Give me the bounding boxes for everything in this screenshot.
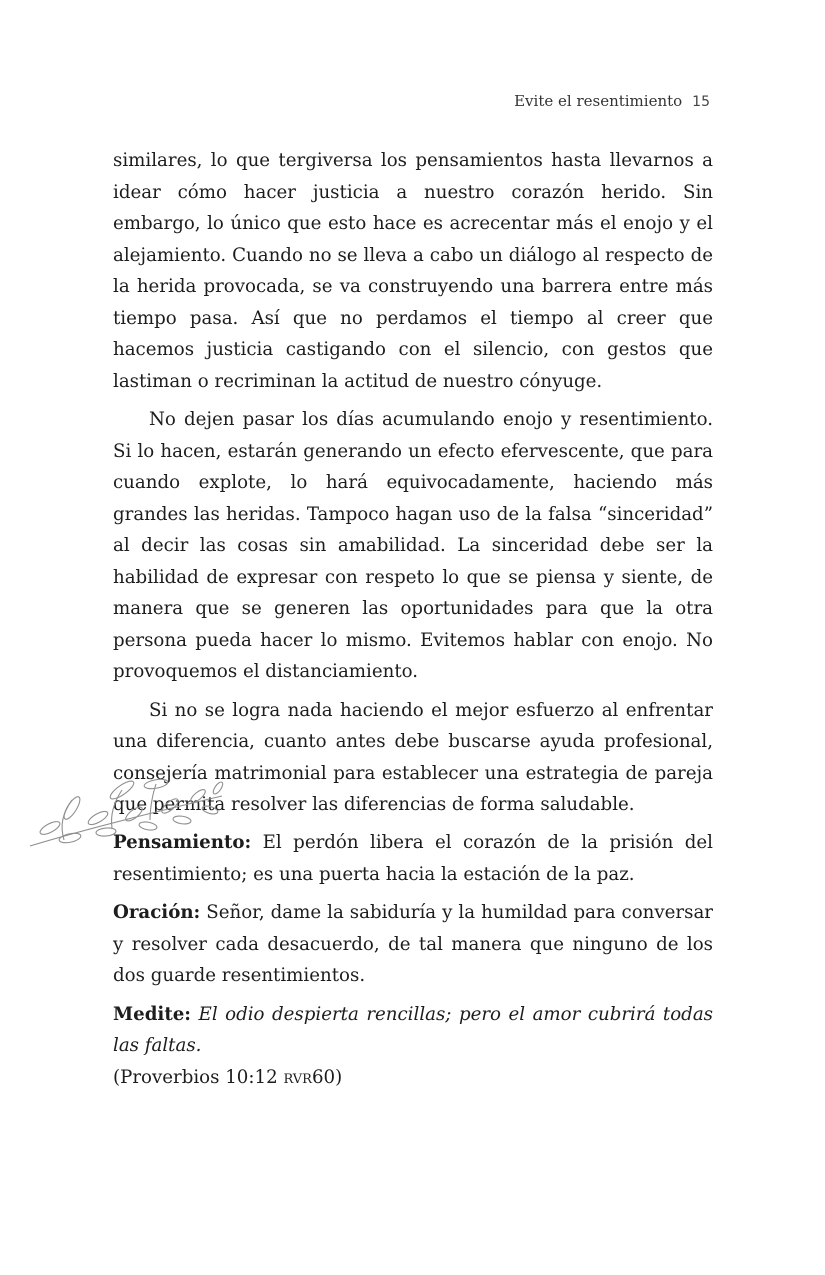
pensamiento-label: Pensamiento: [113,832,252,853]
pensamiento-text: El perdón libera el corazón de la prisión del resentimiento; es una puerta hacia la estación de la paz. [113,832,713,885]
pensamiento-paragraph [113,827,713,890]
page-number: 15 [692,94,710,110]
devotional-section [113,827,713,1093]
running-head [514,92,710,110]
medite-reference: (Proverbios 10:12 [113,1066,278,1088]
body-paragraph-2: No dejen pasar los días acumulando enojo y resentimiento. Si lo hacen, estarán generando un efecto efervescente, que para cuando explote, lo hará equivocadamente, haciendo más grandes las heridas. Tampoco hagan uso de la falsa “sinceridad” al decir las cosas sin amabilidad. La sinceridad debe ser la habilidad de expresar con respeto lo que se piensa y siente, de manera que se generen las oportunidades para que la otra persona pueda hacer lo mismo. Evitemos hablar con enojo. No provoquemos el distanciamiento. [113,409,713,682]
running-head-title: Evite el resentimiento [514,92,683,110]
medite-reference-close: ) [335,1066,343,1088]
oracion-text: Señor, dame la sabiduría y la humildad para conversar y resolver cada desacuerdo, de tal manera que ninguno de los dos guarde resentimientos. [113,902,713,986]
body-paragraph-3: Si no se logra nada haciendo el mejor esfuerzo al enfrentar una diferencia, cuanto antes debe buscarse ayuda profesional, consejería matrimonial para establecer una estrategia de pareja que permita resolver las diferencias de forma saludable. [113,699,713,815]
medite-verse: El odio despierta rencillas; pero el amor cubrirá todas las faltas. [113,1003,713,1056]
medite-label: Medite: [113,1003,192,1025]
oracion-label: Oración: [113,902,201,923]
oracion-paragraph [113,897,713,992]
body-paragraph-1: similares, lo que tergiversa los pensamientos hasta llevarnos a idear cómo hacer justicia a nuestro corazón herido. Sin embargo, lo único que esto hace es acrecentar más el enojo y el alejamiento. Cuando no se lleva a cabo un diálogo al respecto de la herida provocada, se va construyendo una barrera entre más tiempo pasa. Así que no perdamos el tiempo al creer que hacemos justicia castigando con el silencio, con gestos que lastiman o recriminan la actitud de nuestro cónyuge. [113,150,713,392]
medite-paragraph [113,999,713,1094]
bible-version: rvr60 [283,1066,336,1088]
body-text [113,145,713,821]
